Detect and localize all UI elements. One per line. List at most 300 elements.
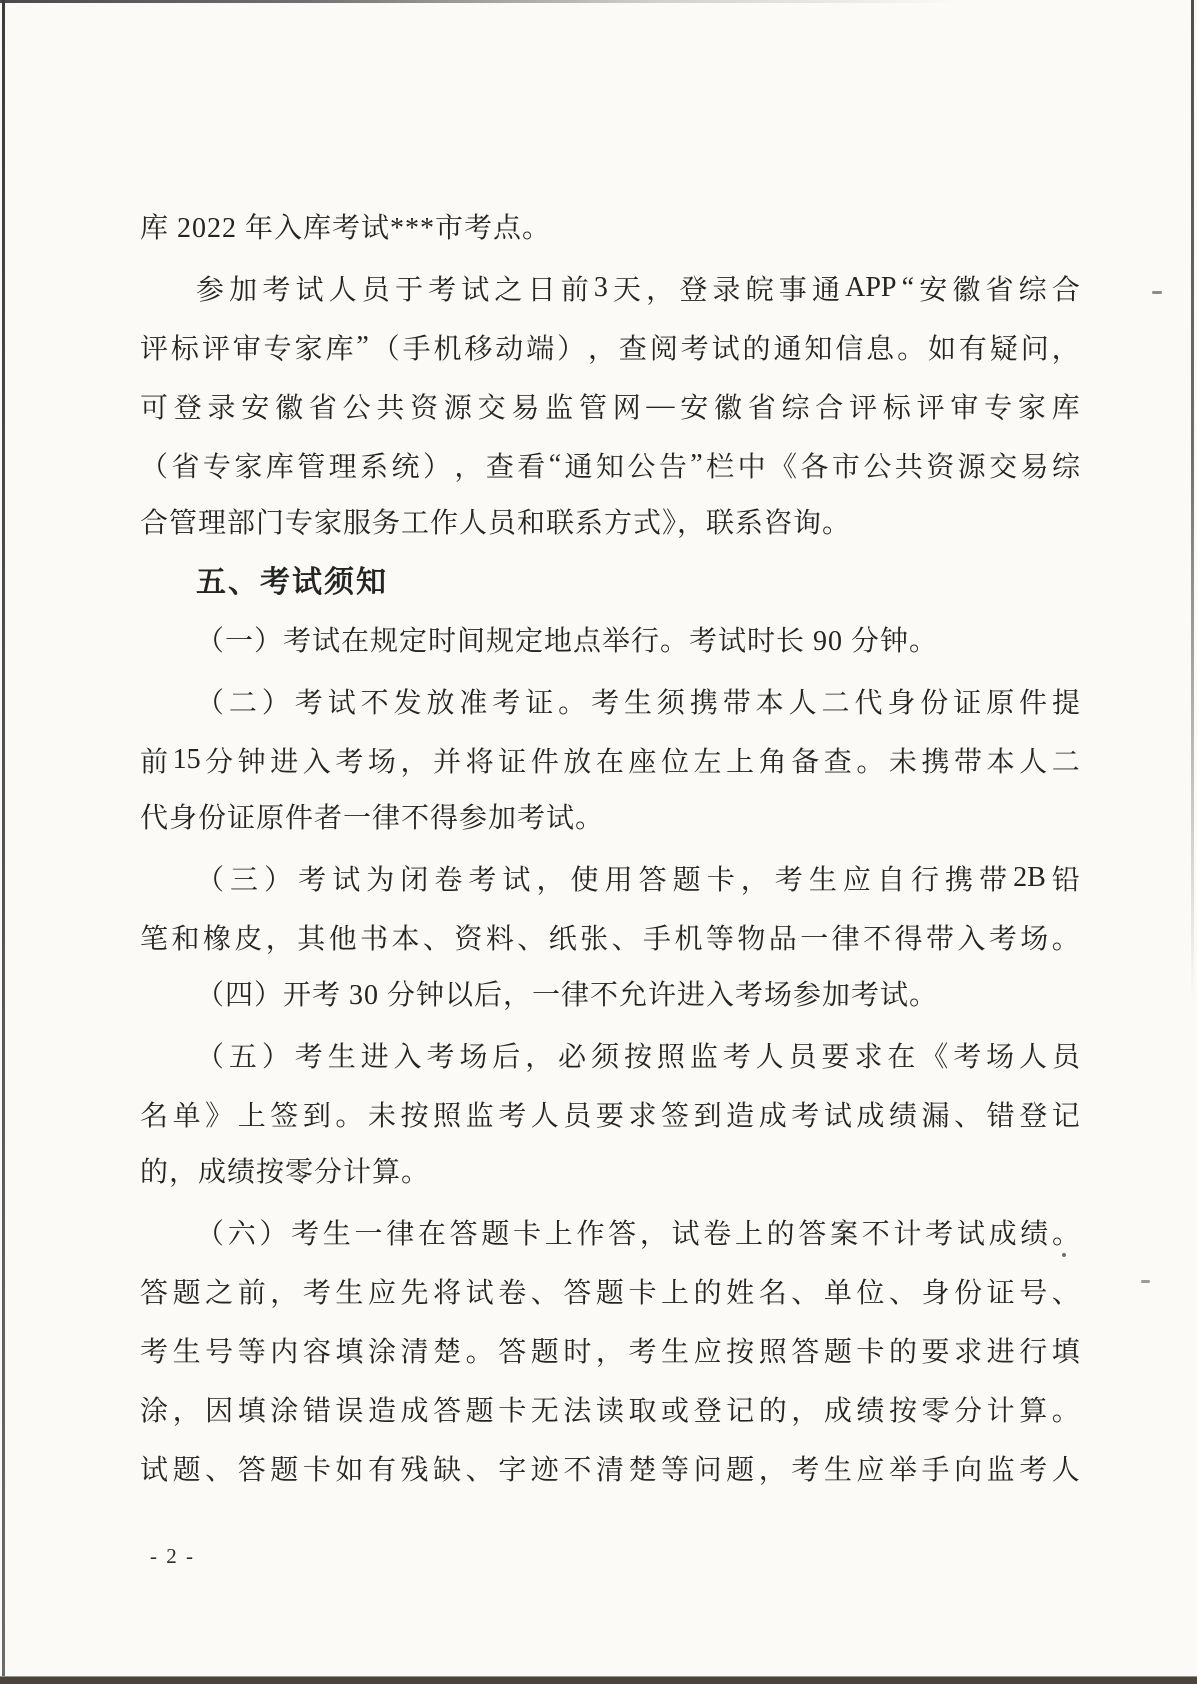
- glyph: 件: [1019, 687, 1048, 719]
- glyph: 试: [461, 274, 490, 306]
- glyph: 场: [1020, 923, 1049, 955]
- document-line: [140, 671, 1080, 730]
- glyph: 审: [950, 392, 979, 424]
- glyph: 综: [781, 392, 810, 424]
- scan-edge-right: [1191, 0, 1194, 1000]
- glyph: 题: [172, 1454, 201, 1486]
- glyph: （: [371, 333, 400, 365]
- glyph: 记: [1051, 1100, 1080, 1132]
- glyph: ，: [525, 1041, 554, 1073]
- glyph: 生: [661, 1336, 690, 1368]
- glyph: 试: [140, 1454, 169, 1486]
- glyph: 登: [693, 1395, 722, 1427]
- glyph: 应: [856, 1454, 885, 1486]
- glyph: 座: [628, 746, 657, 778]
- document-line: [140, 376, 1080, 435]
- glyph: 卡: [498, 1395, 527, 1427]
- glyph: 试: [823, 1100, 852, 1132]
- glyph: 律: [831, 923, 860, 955]
- document-line: [140, 258, 1080, 317]
- glyph: 将: [433, 1277, 462, 1309]
- glyph: 六: [227, 1218, 256, 1250]
- glyph: 二: [821, 687, 850, 719]
- glyph: 题: [270, 1454, 299, 1486]
- glyph: 卷: [434, 864, 463, 896]
- glyph: 成: [988, 1218, 1017, 1250]
- glyph: 如: [927, 333, 956, 365]
- glyph: 场: [459, 1041, 488, 1073]
- document-line: [140, 848, 1080, 907]
- glyph: 记: [726, 1395, 755, 1427]
- document-line: [140, 730, 1080, 789]
- glyph: 作: [576, 1218, 605, 1250]
- glyph: 。: [856, 746, 885, 778]
- glyph: 录: [207, 392, 236, 424]
- glyph: 照: [656, 1041, 685, 1073]
- glyph: 查: [823, 746, 852, 778]
- glyph: 名: [758, 1277, 787, 1309]
- glyph: 因: [205, 1395, 234, 1427]
- document-line: [140, 907, 1080, 966]
- glyph: 卡: [628, 1277, 657, 1309]
- glyph: ，: [758, 1454, 787, 1486]
- glyph: 、: [517, 923, 546, 955]
- glyph: 3: [593, 271, 608, 303]
- glyph: 统: [391, 451, 420, 483]
- glyph: 不: [360, 687, 389, 719]
- glyph: 查: [485, 451, 514, 483]
- glyph: 生: [335, 1277, 364, 1309]
- glyph: 位: [660, 746, 689, 778]
- glyph: 上: [734, 1218, 763, 1250]
- glyph: 考: [492, 687, 521, 719]
- glyph: 和: [171, 923, 200, 955]
- glyph: 、: [205, 1454, 234, 1486]
- glyph: 安: [919, 274, 948, 306]
- glyph: 本: [986, 746, 1015, 778]
- glyph: 场: [986, 1041, 1015, 1073]
- glyph: 二: [228, 687, 257, 719]
- glyph: 、: [888, 1277, 917, 1309]
- glyph: 试: [327, 687, 356, 719]
- glyph: 机: [674, 923, 703, 955]
- glyph: 省: [171, 451, 200, 483]
- glyph: 准: [459, 687, 488, 719]
- glyph: 易: [1020, 451, 1049, 483]
- glyph: 上: [661, 1277, 690, 1309]
- glyph: 等: [661, 1454, 690, 1486]
- glyph: 有: [958, 333, 987, 365]
- glyph: 求: [628, 1100, 657, 1132]
- glyph: 考: [498, 1100, 527, 1132]
- glyph: 用: [604, 864, 633, 896]
- glyph: 他: [328, 923, 357, 955]
- glyph: 位: [856, 1277, 885, 1309]
- glyph: 向: [954, 1454, 983, 1486]
- glyph: 。: [465, 1336, 494, 1368]
- glyph: 求: [854, 1041, 883, 1073]
- glyph: ，: [172, 1395, 201, 1427]
- glyph: 安: [241, 392, 270, 424]
- document-body: [140, 199, 1080, 1497]
- glyph: 综: [1051, 451, 1080, 483]
- glyph: 张: [580, 923, 609, 955]
- glyph: 绩: [1020, 1218, 1049, 1250]
- glyph: 带: [979, 864, 1008, 896]
- glyph: 卡: [513, 1218, 542, 1250]
- glyph: 资: [410, 392, 439, 424]
- glyph: 通: [811, 274, 840, 306]
- glyph: 公: [863, 451, 892, 483]
- glyph: 纸: [548, 923, 577, 955]
- glyph: 共: [376, 392, 405, 424]
- glyph: 要: [821, 1041, 850, 1073]
- glyph: 考: [680, 333, 709, 365]
- glyph: 信: [835, 333, 864, 365]
- glyph: 签: [661, 1100, 690, 1132]
- page-number: - 2 -: [150, 1544, 195, 1568]
- glyph: 移: [464, 333, 493, 365]
- glyph: 知: [595, 451, 624, 483]
- glyph: 人: [1019, 1041, 1048, 1073]
- glyph: 放: [563, 746, 592, 778]
- glyph: 手: [921, 1454, 950, 1486]
- glyph: 栏: [706, 451, 735, 483]
- glyph: 考: [140, 1336, 169, 1368]
- glyph: 答: [140, 1277, 169, 1309]
- glyph: 考: [953, 1041, 982, 1073]
- document-line: [140, 1379, 1080, 1438]
- glyph: 笔: [140, 923, 169, 955]
- document-line: [140, 1084, 1080, 1143]
- glyph: 交: [989, 451, 1018, 483]
- glyph: 自: [876, 864, 905, 896]
- glyph: 题: [726, 1454, 755, 1486]
- glyph: 考: [791, 1100, 820, 1132]
- glyph: 、: [530, 1277, 559, 1309]
- glyph: 、: [611, 923, 640, 955]
- glyph: 内: [270, 1336, 299, 1368]
- glyph: 试: [711, 333, 740, 365]
- glyph: 理: [328, 451, 357, 483]
- glyph: 告: [658, 451, 687, 483]
- glyph: 综: [1018, 274, 1047, 306]
- glyph: 要: [595, 1100, 624, 1132]
- glyph: ，: [588, 333, 617, 365]
- glyph: 姓: [726, 1277, 755, 1309]
- glyph: （: [196, 864, 225, 896]
- glyph: 三: [230, 864, 259, 896]
- glyph: 。: [1051, 1218, 1080, 1250]
- glyph: 卡: [856, 1336, 885, 1368]
- glyph: ”: [356, 330, 369, 362]
- glyph: 考: [791, 1454, 820, 1486]
- glyph: 铅: [1051, 864, 1080, 896]
- glyph: 上: [544, 1218, 573, 1250]
- glyph: 带: [722, 687, 751, 719]
- glyph: 分: [954, 1395, 983, 1427]
- glyph: 绩: [888, 1100, 917, 1132]
- glyph: 人: [1019, 746, 1048, 778]
- glyph: 疑: [989, 333, 1018, 365]
- glyph: 行: [910, 864, 939, 896]
- glyph: 登: [679, 274, 708, 306]
- glyph: 进: [986, 1336, 1015, 1368]
- glyph: 》: [205, 1100, 234, 1132]
- glyph: 资: [926, 451, 955, 483]
- glyph: 监: [986, 1454, 1015, 1486]
- glyph: 涂: [367, 1336, 396, 1368]
- glyph: 日: [527, 274, 556, 306]
- glyph: 未: [888, 746, 917, 778]
- glyph: ，: [639, 1218, 668, 1250]
- glyph: 考: [591, 687, 620, 719]
- glyph: 公: [627, 451, 656, 483]
- glyph: 于: [394, 274, 423, 306]
- glyph: 不: [863, 923, 892, 955]
- glyph: 前: [237, 1277, 266, 1309]
- glyph: 本: [391, 923, 420, 955]
- document-line: [140, 317, 1080, 376]
- glyph: 题: [595, 1277, 624, 1309]
- glyph: 证: [953, 687, 982, 719]
- glyph: （: [196, 1041, 225, 1073]
- glyph: 证: [986, 1277, 1015, 1309]
- glyph: 漏: [921, 1100, 950, 1132]
- glyph: 照: [758, 1336, 787, 1368]
- glyph: 闭: [400, 864, 429, 896]
- glyph: 身: [887, 687, 916, 719]
- glyph: 照: [433, 1100, 462, 1132]
- glyph: “: [901, 271, 915, 303]
- glyph: 造: [367, 1395, 396, 1427]
- glyph: 涂: [140, 1395, 169, 1427]
- glyph: 卷: [498, 1277, 527, 1309]
- glyph: 家: [1017, 392, 1046, 424]
- glyph: 。: [1051, 923, 1080, 955]
- document-line: [140, 435, 1080, 494]
- glyph: 绩: [856, 1395, 885, 1427]
- glyph: 其: [297, 923, 326, 955]
- glyph: 须: [656, 687, 685, 719]
- glyph: 带: [954, 746, 983, 778]
- glyph: 造: [726, 1100, 755, 1132]
- glyph: 标: [170, 333, 199, 365]
- glyph: 成: [400, 1395, 429, 1427]
- glyph: 的: [766, 1218, 795, 1250]
- glyph: 生: [623, 687, 652, 719]
- glyph: 携: [921, 746, 950, 778]
- glyph: 题: [481, 1218, 510, 1250]
- glyph: 上: [726, 746, 755, 778]
- glyph: 题: [530, 1336, 559, 1368]
- glyph: 时: [563, 1336, 592, 1368]
- glyph: 错: [986, 1100, 1015, 1132]
- glyph: 题: [465, 1395, 494, 1427]
- document-line: （四）开考 30 分钟以后，一律不允许进入考场参加考试。: [196, 980, 939, 1011]
- glyph: 中: [737, 451, 766, 483]
- glyph: —: [646, 389, 675, 421]
- glyph: 系: [360, 451, 389, 483]
- glyph: 或: [661, 1395, 690, 1427]
- glyph: 人: [755, 1041, 784, 1073]
- document-line: 的，成绩按零分计算。: [140, 1157, 431, 1188]
- glyph: （: [196, 1218, 225, 1250]
- glyph: 的: [742, 333, 771, 365]
- glyph: 考: [1019, 1454, 1048, 1486]
- glyph: 员: [1051, 1041, 1080, 1073]
- glyph: 徽: [714, 392, 743, 424]
- glyph: 员: [563, 1100, 592, 1132]
- glyph: 网: [612, 392, 641, 424]
- glyph: 录: [712, 274, 741, 306]
- glyph: 应: [842, 864, 871, 896]
- document-line: 库 2022 年入库考试***市考点。: [140, 213, 552, 244]
- scan-speck: [1152, 291, 1162, 294]
- glyph: 生: [808, 864, 837, 896]
- glyph: 、: [465, 1454, 494, 1486]
- document-line: [140, 1438, 1080, 1497]
- glyph: 的: [888, 1336, 917, 1368]
- glyph: APP: [845, 271, 897, 303]
- glyph: 监: [545, 392, 574, 424]
- glyph: 人: [788, 687, 817, 719]
- glyph: 钟: [237, 746, 266, 778]
- glyph: 合: [1051, 274, 1080, 306]
- glyph: 题: [823, 1336, 852, 1368]
- glyph: 有: [367, 1454, 396, 1486]
- glyph: 一: [354, 1218, 383, 1250]
- glyph: 残: [400, 1454, 429, 1486]
- glyph: 事: [778, 274, 807, 306]
- glyph: （: [196, 687, 225, 719]
- glyph: 交: [477, 392, 506, 424]
- glyph: 可: [140, 392, 169, 424]
- glyph: 生: [172, 1336, 201, 1368]
- glyph: 题: [172, 1277, 201, 1309]
- glyph: 加: [229, 274, 258, 306]
- glyph: 考: [774, 864, 803, 896]
- glyph: 必: [558, 1041, 587, 1073]
- glyph: 分: [205, 746, 234, 778]
- glyph: 迹: [530, 1454, 559, 1486]
- glyph: ，: [270, 1277, 299, 1309]
- glyph: 、: [1051, 1277, 1080, 1309]
- glyph: 试: [295, 274, 324, 306]
- glyph: 在: [887, 1041, 916, 1073]
- glyph: ）: [264, 864, 293, 896]
- glyph: 五: [228, 1041, 257, 1073]
- document-line: [140, 1025, 1080, 1084]
- glyph: 无: [530, 1395, 559, 1427]
- glyph: 证: [525, 687, 554, 719]
- scan-speck: [1141, 1280, 1150, 1283]
- glyph: 缺: [433, 1454, 462, 1486]
- glyph: 市: [831, 451, 860, 483]
- glyph: 端: [526, 333, 555, 365]
- glyph: 容: [302, 1336, 331, 1368]
- glyph: 库: [1051, 392, 1080, 424]
- glyph: ，: [536, 864, 565, 896]
- glyph: 算: [1019, 1395, 1048, 1427]
- glyph: 家: [234, 451, 263, 483]
- glyph: 角: [758, 746, 787, 778]
- glyph: 证: [498, 746, 527, 778]
- glyph: 。: [897, 333, 926, 365]
- glyph: 监: [689, 1041, 718, 1073]
- glyph: 前: [140, 746, 169, 778]
- glyph: 考: [294, 687, 323, 719]
- glyph: 为: [366, 864, 395, 896]
- glyph: 考: [468, 864, 497, 896]
- glyph: 省: [985, 274, 1014, 306]
- glyph: 进: [270, 746, 299, 778]
- glyph: 考: [628, 1336, 657, 1368]
- glyph: 试: [332, 864, 361, 896]
- glyph: ，: [1051, 333, 1080, 365]
- glyph: ，: [265, 923, 294, 955]
- glyph: 、: [954, 1100, 983, 1132]
- glyph: 提: [1051, 687, 1080, 719]
- glyph: 不: [861, 1218, 890, 1250]
- glyph: 卡: [706, 864, 735, 896]
- glyph: 物: [737, 923, 766, 955]
- glyph: 字: [498, 1454, 527, 1486]
- glyph: 管: [578, 392, 607, 424]
- glyph: 答: [433, 1395, 462, 1427]
- glyph: 清: [595, 1454, 624, 1486]
- glyph: 息: [866, 333, 895, 365]
- glyph: 员: [361, 274, 390, 306]
- glyph: 入: [393, 1041, 422, 1073]
- glyph: 员: [788, 1041, 817, 1073]
- glyph: 举: [888, 1454, 917, 1486]
- glyph: 登: [1019, 1100, 1048, 1132]
- glyph: ，: [454, 451, 483, 483]
- glyph: 考: [262, 274, 291, 306]
- glyph: 共: [894, 451, 923, 483]
- glyph: 源: [443, 392, 472, 424]
- glyph: 案: [830, 1218, 859, 1250]
- glyph: 库: [265, 451, 294, 483]
- glyph: 到: [302, 1100, 331, 1132]
- glyph: 皖: [745, 274, 774, 306]
- glyph: 到: [693, 1100, 722, 1132]
- glyph: 律: [386, 1218, 415, 1250]
- glyph: 手: [402, 333, 431, 365]
- glyph: 橡: [202, 923, 231, 955]
- glyph: ）: [422, 451, 451, 483]
- glyph: 二: [1051, 746, 1080, 778]
- glyph: 动: [495, 333, 524, 365]
- glyph: 签: [270, 1100, 299, 1132]
- glyph: ，: [791, 1395, 820, 1427]
- glyph: 人: [328, 274, 357, 306]
- document-line: [140, 1202, 1080, 1261]
- glyph: 单: [172, 1100, 201, 1132]
- glyph: 监: [465, 1100, 494, 1132]
- glyph: 审: [232, 333, 261, 365]
- glyph: 之: [494, 274, 523, 306]
- glyph: 评: [201, 333, 230, 365]
- glyph: 如: [335, 1454, 364, 1486]
- glyph: 误: [335, 1395, 364, 1427]
- glyph: 试: [956, 1218, 985, 1250]
- section-heading: 五、考试须知: [196, 566, 388, 599]
- glyph: 答: [498, 1336, 527, 1368]
- glyph: 件: [530, 746, 559, 778]
- glyph: ，: [646, 274, 675, 306]
